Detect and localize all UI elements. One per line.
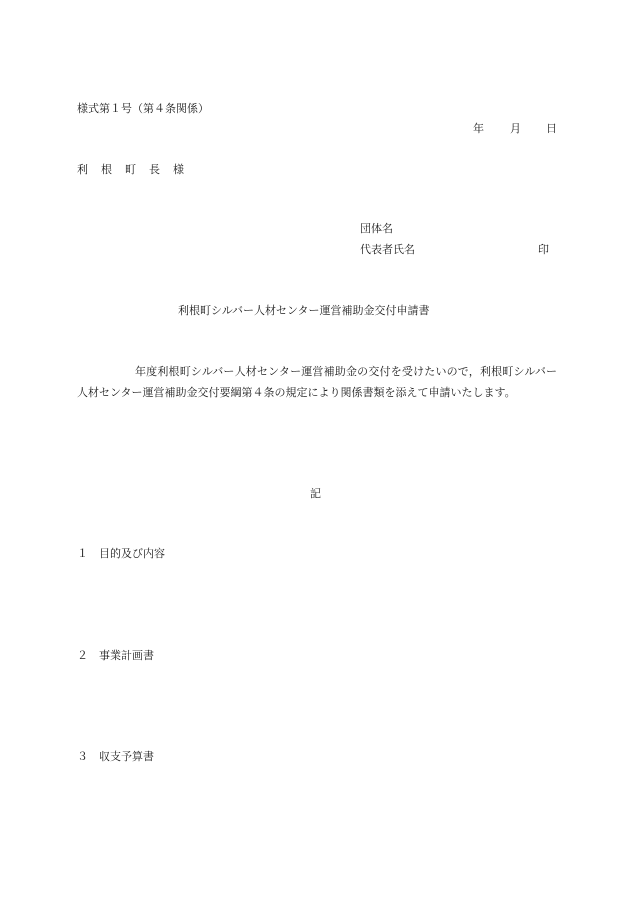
item-label: 目的及び内容 [99, 547, 165, 560]
form-number: 様式第１号（第４条関係） [77, 102, 209, 115]
item-label: 事業計画書 [99, 649, 154, 662]
representative-name-label: 代表者氏名 [360, 243, 415, 256]
item-label: 収支予算書 [99, 750, 154, 763]
date-month-label: 月 [510, 122, 521, 135]
item-number: ２ [77, 649, 88, 662]
addressee: 利根町長様 [77, 163, 197, 176]
document-title: 利根町シルバー人材センター運営補助金交付申請書 [178, 304, 430, 317]
application-body-text: 年度利根町シルバー人材センター運営補助金の交付を受けたいので，利根町シルバー人材センター運営補助金交付要綱第４条の規定により関係書類を添えて申請いたします。 [77, 365, 557, 399]
organization-name-label: 団体名 [360, 222, 393, 235]
seal-mark-label: 印 [538, 243, 549, 256]
item-number: １ [77, 547, 88, 560]
ki-heading: 記 [310, 487, 321, 500]
list-item [77, 649, 154, 663]
date-day-label: 日 [546, 122, 557, 135]
list-item [77, 750, 154, 764]
list-item [77, 547, 165, 561]
item-number: ３ [77, 750, 88, 763]
date-year-label: 年 [473, 122, 484, 135]
